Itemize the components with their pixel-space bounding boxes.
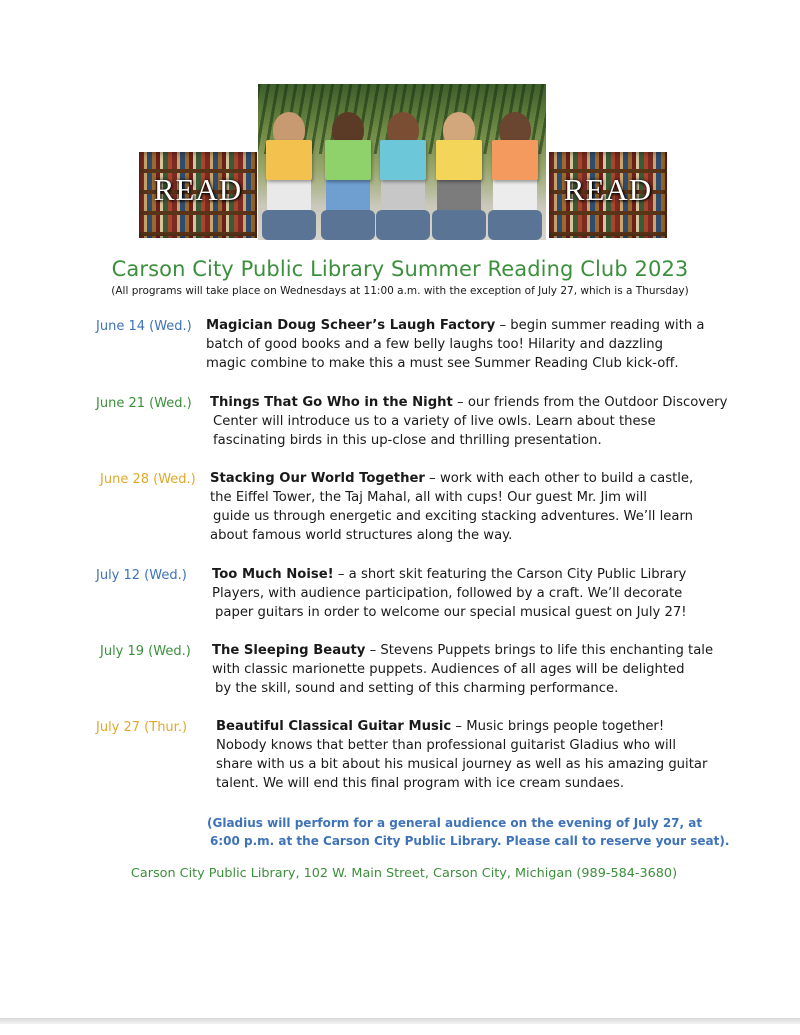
schedule-note: (All programs will take place on Wednesdays at 11:00 a.m. with the exception of July 27, which is a Thursday) bbox=[111, 285, 689, 297]
event-date: July 12 (Wed.) bbox=[96, 568, 187, 583]
event-text: – our friends from the Outdoor Discovery bbox=[457, 395, 728, 410]
header-banner bbox=[0, 84, 800, 240]
event-line: talent. We will end this final program with ice cream sundaes. bbox=[216, 776, 625, 791]
event-date: June 14 (Wed.) bbox=[96, 319, 192, 334]
child-figure bbox=[488, 106, 542, 240]
child-figure bbox=[376, 106, 430, 240]
event-text: – a short skit featuring the Carson City Public Library bbox=[337, 567, 687, 582]
event-title: Magician Doug Scheer’s Laugh Factory bbox=[206, 318, 496, 333]
performance-note bbox=[207, 814, 730, 850]
book-icon bbox=[266, 140, 312, 180]
event-line: about famous world structures along the way. bbox=[210, 528, 513, 543]
event-date: July 19 (Wed.) bbox=[100, 644, 191, 659]
event-title: The Sleeping Beauty bbox=[212, 643, 366, 658]
book-icon bbox=[492, 140, 538, 180]
event-date: June 21 (Wed.) bbox=[96, 396, 192, 411]
event-line bbox=[212, 641, 714, 660]
event-date: July 27 (Thur.) bbox=[96, 720, 188, 735]
children-reading-photo bbox=[258, 84, 546, 240]
event-description bbox=[206, 316, 705, 373]
book-icon bbox=[325, 140, 371, 180]
event-line: with classic marionette puppets. Audiences of all ages will be delighted bbox=[212, 662, 685, 677]
event-line: share with us a bit about his musical journey as well as his amazing guitar bbox=[216, 757, 708, 772]
note-line: (Gladius will perform for a general audience on the evening of July 27, at bbox=[207, 816, 703, 830]
event-line: the Eiffel Tower, the Taj Mahal, all with cups! Our guest Mr. Jim will bbox=[210, 490, 647, 505]
event-line: magic combine to make this a must see Summer Reading Club kick-off. bbox=[206, 356, 679, 371]
event-line: Nobody knows that better than professional guitarist Gladius who will bbox=[216, 738, 676, 753]
event-line: by the skill, sound and setting of this charming performance. bbox=[215, 681, 619, 696]
event-text: – begin summer reading with a bbox=[499, 318, 705, 333]
note-line: 6:00 p.m. at the Carson City Public Library. Please call to reserve your seat). bbox=[210, 834, 730, 848]
child-figure bbox=[432, 106, 486, 240]
event-title: Beautiful Classical Guitar Music bbox=[216, 719, 452, 734]
event-text: – Music brings people together! bbox=[455, 719, 665, 734]
event-line: guide us through energetic and exciting stacking adventures. We’ll learn bbox=[213, 509, 694, 524]
event-text: – work with each other to build a castle, bbox=[429, 471, 694, 486]
event-line: Players, with audience participation, followed by a craft. We’ll decorate bbox=[212, 586, 683, 601]
event-title: Things That Go Who in the Night bbox=[210, 395, 453, 410]
event-text: – Stevens Puppets brings to life this enchanting tale bbox=[369, 643, 714, 658]
event-line bbox=[210, 469, 694, 488]
event-line bbox=[216, 717, 696, 736]
event-title: Stacking Our World Together bbox=[210, 471, 425, 486]
event-line bbox=[212, 565, 692, 584]
page-edge bbox=[0, 1018, 800, 1024]
event-title: Too Much Noise! bbox=[212, 567, 334, 582]
book-icon bbox=[380, 140, 426, 180]
bookshelf-image-right bbox=[549, 152, 667, 238]
event-description bbox=[216, 717, 708, 793]
event-line: batch of good books and a few belly laughs too! Hilarity and dazzling bbox=[206, 337, 664, 352]
book-icon bbox=[436, 140, 482, 180]
event-description bbox=[212, 565, 692, 622]
event-description bbox=[212, 641, 714, 698]
bookshelf-image-left bbox=[139, 152, 257, 238]
event-line bbox=[210, 393, 728, 412]
event-line bbox=[206, 316, 705, 335]
child-figure bbox=[262, 106, 316, 240]
event-date: June 28 (Wed.) bbox=[100, 472, 196, 487]
event-line: Center will introduce us to a variety of live owls. Learn about these bbox=[213, 414, 656, 429]
library-address: Carson City Public Library, 102 W. Main Street, Carson City, Michigan (989-584-3680) bbox=[130, 866, 678, 881]
event-line: fascinating birds in this up-close and thrilling presentation. bbox=[213, 433, 602, 448]
read-word-left: READ bbox=[153, 172, 243, 207]
event-line: paper guitars in order to welcome our special musical guest on July 27! bbox=[215, 605, 687, 620]
page-title: Carson City Public Library Summer Reading Club 2023 bbox=[111, 257, 689, 281]
child-figure bbox=[321, 106, 375, 240]
event-description bbox=[210, 469, 694, 545]
read-word-right: READ bbox=[563, 172, 653, 207]
event-description bbox=[210, 393, 728, 450]
